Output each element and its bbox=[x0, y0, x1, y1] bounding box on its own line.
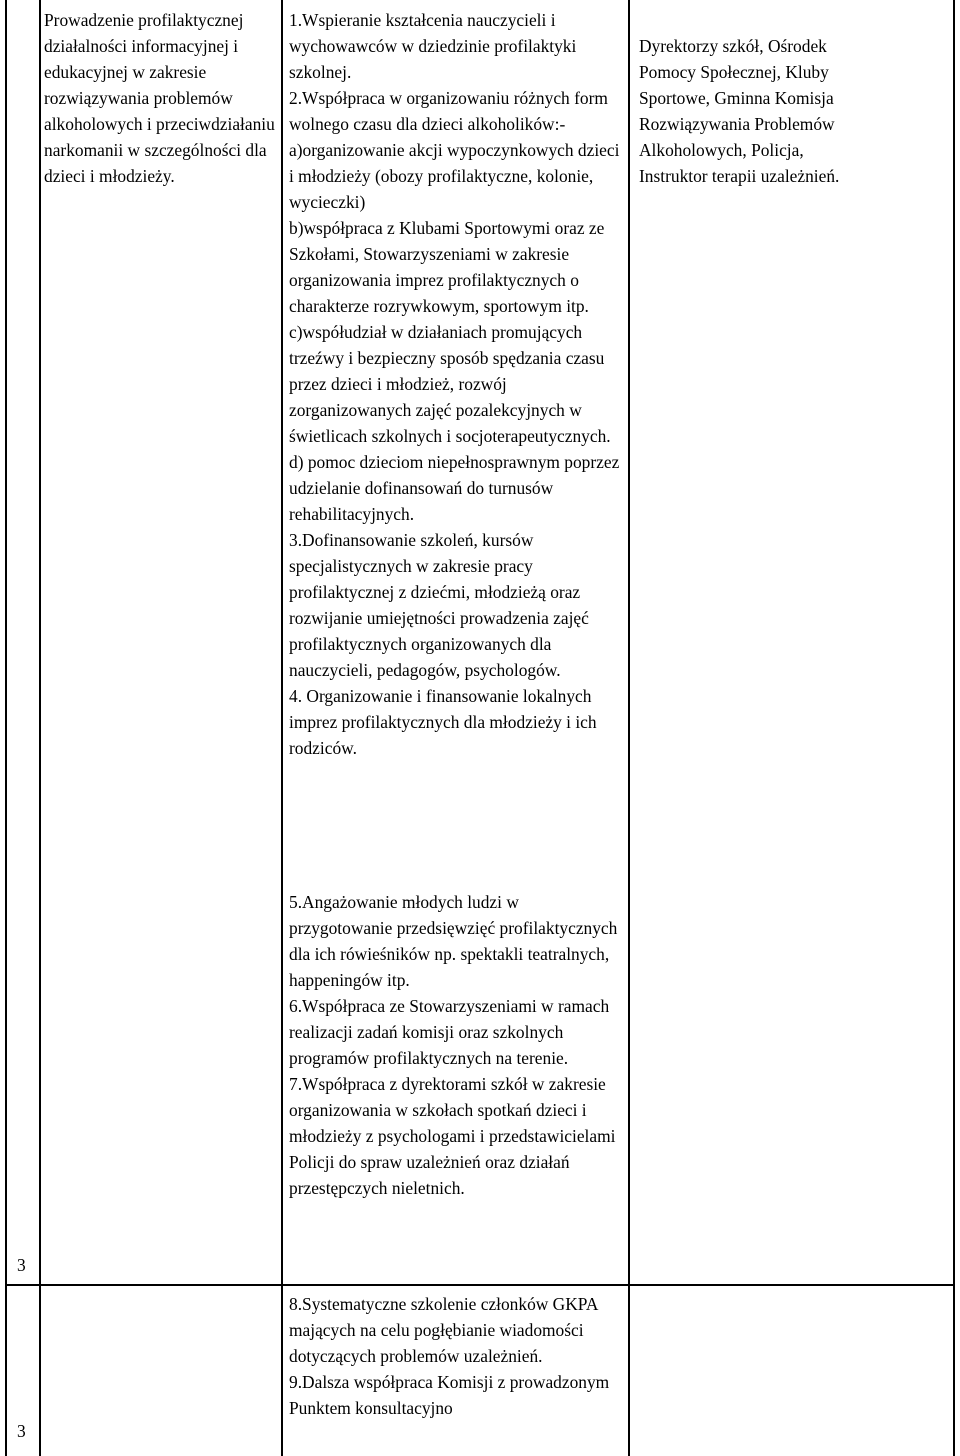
row-number-a: 3 bbox=[17, 1255, 26, 1275]
table-column-divider-3 bbox=[628, 0, 630, 1456]
table-column-divider-2 bbox=[281, 0, 283, 1456]
responsible-entities-cell: Dyrektorzy szkół, Ośrodek Pomocy Społecznej, Kluby Sportowe, Gminna Komisja Rozwiązywania Problemów Alkoholowych, Policja, Instruktor terapii uzależnień. bbox=[639, 36, 840, 186]
table-border-right bbox=[953, 0, 955, 1456]
row-number-b: 3 bbox=[17, 1421, 26, 1441]
program-area-cell: Prowadzenie profilaktycznej działalności informacyjnej i edukacyjnej w zakresie rozwiązywania problemów alkoholowych i przeciwdziałaniu narkomanii w szczególności dla dzieci i młodzieży. bbox=[44, 10, 275, 186]
table-column-divider-1 bbox=[39, 0, 41, 1456]
tasks-cell-row-b: 8.Systematyczne szkolenie członków GKPA mających na celu pogłębianie wiadomości dotyczących problemów uzależnień. 9.Dalsza współpraca Komisji z prowadzonym Punktem konsultacyjno bbox=[289, 1294, 610, 1418]
table-border-left bbox=[5, 0, 7, 1456]
table-row-divider bbox=[5, 1284, 955, 1286]
tasks-cell-part-1: 1.Wspieranie kształcenia nauczycieli i wychowawców w dziedzinie profilaktyki szkolnej. 2.Współpraca w organizowaniu różnych form wolnego czasu dla dzieci alkoholików:-a)organizowanie akcji wypoczynkowych dzieci i młodzieży (obozy profilaktyczne, kolonie, wycieczki) b)współpraca z Klubami Sportowymi oraz ze Szkołami, Stowarzyszeniami w zakresie organizowania imprez profilaktycznych o charakterze rozrywkowym, sportowym itp. c)współudział w działaniach promujących trzeźwy i bezpieczny sposób spędzania czasu przez dzieci i młodzież, rozwój zorganizowanych zajęć pozalekcyjnych w świetlicach szkolnych i socjoterapeutycznych. d) pomoc dzieciom niepełnosprawnym poprzez udzielanie dofinansowań do turnusów rehabilitacyjnych. 3.Dofinansowanie szkoleń, kursów specjalistycznych w zakresie pracy profilaktycznej z dziećmi, młodzieżą oraz rozwijanie umiejętności prowadzenia zajęć profilaktycznych organizowanych dla nauczycieli, pedagogów, psychologów. 4. Organizowanie i finansowanie lokalnych imprez profilaktycznych dla młodzieży i ich rodziców. bbox=[289, 10, 620, 758]
tasks-cell-part-2: 5.Angażowanie młodych ludzi w przygotowanie przedsięwzięć profilaktycznych dla ich rówieśników np. spektakli teatralnych, happeningów itp. 6.Współpraca ze Stowarzyszeniami w ramach realizacji zadań komisji oraz szkolnych programów profilaktycznych na terenie. 7.Współpraca z dyrektorami szkół w zakresie organizowania w szkołach spotkań dzieci i młodzieży z psychologami i przedstawicielami Policji do spraw uzależnień oraz działań przestępczych nieletnich. bbox=[289, 892, 618, 1198]
